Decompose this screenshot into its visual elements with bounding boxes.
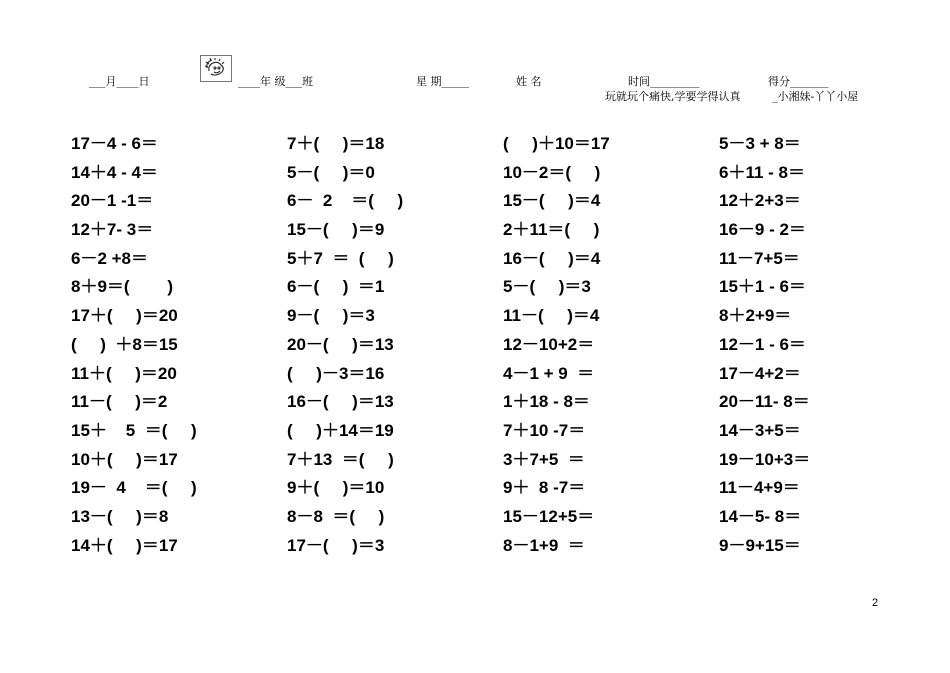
- exercise-item: 10－2＝( ): [503, 162, 601, 182]
- exercise-item: 17－( )＝3: [287, 535, 385, 555]
- exercise-item: 8－8 ＝( ): [287, 506, 385, 526]
- exercise-item: 15－( )＝9: [287, 220, 385, 240]
- exercise-item: 5＋7 ＝ ( ): [287, 248, 394, 268]
- exercise-item: 5－( )＝3: [503, 277, 591, 297]
- exercise-item: 14－3+5＝: [719, 420, 801, 440]
- exercise-item: ( ) ＋8＝15: [71, 334, 178, 354]
- exercise-item: 6－( ) ＝1: [287, 277, 385, 297]
- weekday-field: 星 期_____: [416, 75, 469, 88]
- exercise-item: 7＋13 ＝( ): [287, 449, 394, 469]
- exercise-item: 15＋ 5 ＝( ): [71, 420, 197, 440]
- exercise-item: 8＋2+9＝: [719, 306, 792, 326]
- exercise-item: 11－( )＝2: [71, 392, 168, 412]
- exercise-column-4: [719, 133, 935, 563]
- exercise-item: ( )＋14＝19: [287, 420, 394, 440]
- exercise-item: 9－( )＝3: [287, 306, 375, 326]
- exercise-column-1: [71, 133, 287, 563]
- exercise-item: ( )－3＝16: [287, 363, 385, 383]
- motto: 玩就玩个痛快,学要学得认真: [605, 90, 741, 103]
- exercise-item: 20－11- 8＝: [719, 392, 810, 412]
- exercise-item: 12－10+2＝: [503, 334, 595, 354]
- exercise-item: 15－12+5＝: [503, 506, 595, 526]
- exercise-item: 6＋11 - 8＝: [719, 162, 805, 182]
- exercise-item: 12＋7- 3＝: [71, 220, 154, 240]
- exercise-item: 7＋( )＝18: [287, 134, 385, 153]
- exercise-item: 1＋18 - 8＝: [503, 392, 590, 412]
- exercise-item: 14＋4 - 4＝: [71, 162, 158, 182]
- exercise-item: 8＋9＝( ): [71, 277, 174, 297]
- exercise-item: 5－( )＝0: [287, 162, 375, 182]
- exercise-item: 17－4 - 6＝: [71, 134, 158, 153]
- exercise-item: 17＋( )＝20: [71, 306, 178, 326]
- grade-class-field: ____年 级___班: [238, 75, 313, 88]
- exercise-item: 3＋7+5 ＝: [503, 449, 585, 469]
- exercise-grid: [71, 133, 935, 563]
- name-field: 姓 名: [516, 75, 542, 88]
- exercise-item: 6－ 2 ＝( ): [287, 191, 404, 211]
- exercise-item: 15＋1 - 6＝: [719, 277, 806, 297]
- page-number: 2: [872, 597, 879, 609]
- exercise-item: 4－1 + 9 ＝: [503, 363, 595, 383]
- exercise-item: 20－( )＝13: [287, 334, 394, 354]
- exercise-item: 6－2 +8＝: [71, 248, 149, 268]
- exercise-item: 12－1 - 6＝: [719, 334, 806, 354]
- exercise-item: 11＋( )＝20: [71, 363, 177, 383]
- exercise-item: 11－7+5＝: [719, 248, 800, 268]
- exercise-item: 11－4+9＝: [719, 478, 800, 498]
- exercise-item: 11－( )＝4: [503, 306, 600, 326]
- exercise-item: 5－3 + 8＝: [719, 134, 801, 153]
- exercise-item: 20－1 -1＝: [71, 191, 154, 211]
- exercise-column-3: [503, 133, 719, 563]
- exercise-item: 17－4+2＝: [719, 363, 801, 383]
- date-field: ___月____日: [89, 75, 150, 88]
- exercise-item: ( )＋10＝17: [503, 134, 610, 153]
- exercise-item: 14－5- 8＝: [719, 506, 802, 526]
- exercise-item: 9－9+15＝: [719, 535, 801, 555]
- exercise-item: 16－( )＝4: [503, 248, 601, 268]
- sun-face-icon: [203, 57, 229, 80]
- logo: [200, 55, 232, 82]
- exercise-item: 7＋10 -7＝: [503, 420, 586, 440]
- exercise-item: 9＋( )＝10: [287, 478, 385, 498]
- exercise-item: 9＋ 8 -7＝: [503, 478, 586, 498]
- score-field: 得分_______: [768, 75, 829, 88]
- exercise-item: 12＋2+3＝: [719, 191, 801, 211]
- exercise-item: 14＋( )＝17: [71, 535, 178, 555]
- exercise-item: 15－( )＝4: [503, 191, 601, 211]
- exercise-column-2: [287, 133, 503, 563]
- exercise-item: 19－10+3＝: [719, 449, 811, 469]
- author-credit: _小湘妹-丫丫小屋: [772, 90, 859, 103]
- time-field: 时间_________: [628, 75, 700, 88]
- exercise-item: 10＋( )＝17: [71, 449, 178, 469]
- exercise-item: 8－1+9 ＝: [503, 535, 585, 555]
- exercise-item: 16－9 - 2＝: [719, 220, 806, 240]
- exercise-item: 16－( )＝13: [287, 392, 394, 412]
- exercise-item: 2＋11＝( ): [503, 220, 600, 240]
- exercise-item: 13－( )＝8: [71, 506, 169, 526]
- exercise-item: 19－ 4 ＝( ): [71, 478, 197, 498]
